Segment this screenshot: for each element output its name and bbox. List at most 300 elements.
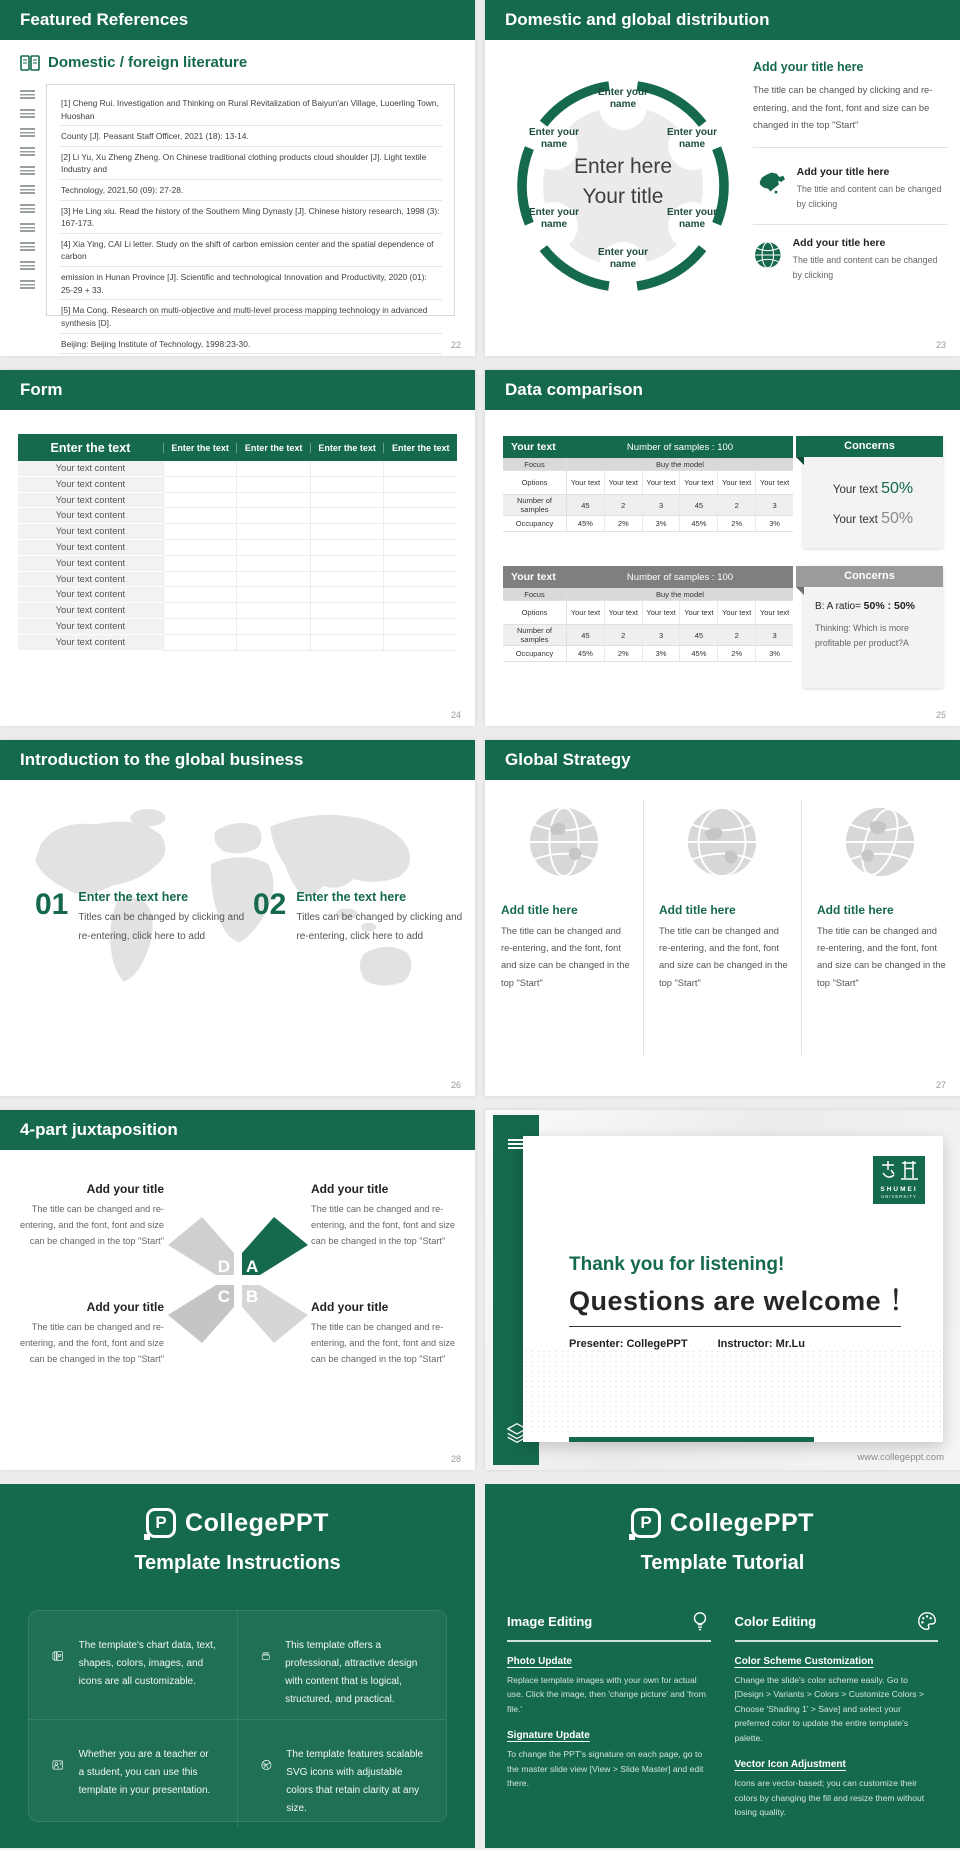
table-cell	[236, 477, 310, 493]
instruction-card	[238, 1611, 447, 1720]
questions-line: Questions are welcome ！	[569, 1286, 917, 1316]
table-cell	[236, 540, 310, 556]
table-row	[18, 635, 457, 651]
china-map-icon	[753, 166, 787, 198]
table-cell	[236, 524, 310, 540]
slide-24-form	[0, 370, 475, 726]
card-text: The template's chart data, text, shapes, colors, images, and icons are all customizable.	[78, 1640, 216, 1687]
panel-template-tutorial	[485, 1484, 960, 1848]
table-cell: 45	[581, 630, 590, 640]
slide-title-bar: Global Strategy	[485, 740, 960, 780]
table-cell: Your text content	[18, 556, 163, 572]
table-header-right: Number of samples : 100	[626, 571, 734, 583]
page-number: 22	[450, 340, 461, 350]
slide-title-bar: Introduction to the global business	[0, 740, 475, 780]
thank-you-card	[523, 1136, 943, 1442]
table-row	[18, 461, 457, 477]
table-cell: 3%	[642, 646, 680, 661]
panel-body: The title can be changed by clicking and re-entering, and the font, font and size can be changed in the top "Start"	[753, 85, 933, 131]
reference-line: [1] Cheng Rui. Investigation and Thinking on Rural Revitalization of Baiyun'an Village, Luoerling Town, Huoshan	[59, 93, 442, 126]
table-cell	[163, 603, 237, 619]
panel-item-globe	[753, 231, 947, 289]
diagram-node-label: Enter your name	[597, 247, 648, 271]
table-cell: 2	[717, 625, 755, 645]
comparison-table-1	[503, 436, 793, 532]
concern-label: Your text	[832, 514, 878, 527]
table-header-cell: Enter the text	[310, 443, 384, 453]
table-cell	[310, 635, 384, 651]
table-cell: Your text	[717, 471, 755, 494]
reference-list-box	[46, 84, 455, 349]
table-cell: 2	[717, 495, 755, 515]
list-marker-icon	[20, 90, 35, 99]
reference-line: [5] Ma Cong. Research on multi-objective and multi-level process mapping technology in advanced synthesis [D].	[59, 300, 442, 333]
sub-heading: Signature Update	[507, 1730, 590, 1742]
book-icon	[20, 55, 40, 71]
table-header-cell: Enter the text	[383, 443, 457, 453]
column-title: Color Editing	[734, 1613, 817, 1629]
diagram-node-label: Enter your name	[528, 127, 579, 151]
concern-value: 50%	[881, 480, 914, 497]
list-marker-icon	[20, 185, 35, 194]
table-cell: Your text	[679, 471, 717, 494]
row-label: Focus	[503, 458, 567, 470]
sub-body: Change the slide's color scheme easily. Go to [Design > Variants > Colors > Customize Colors > Choose 'Shading 1' > Save] and select your preferred color to update the entire template's palette.	[734, 1675, 924, 1743]
table-cell: Your text content	[18, 540, 163, 556]
diagram-node-label: Enter your name	[597, 87, 648, 111]
table-cell	[163, 524, 237, 540]
table-cell: Your text	[570, 608, 601, 617]
sub-heading: Photo Update	[507, 1656, 572, 1667]
table-row-occupancy	[503, 646, 793, 662]
block-heading: Add your title	[311, 1182, 389, 1196]
concerns-ribbon: Concerns	[796, 436, 943, 457]
diagram-center-line1: Enter here	[573, 155, 673, 178]
table-cell	[236, 635, 310, 651]
column-body: The title can be changed and re-entering, and the font, font and size can be changed in the top "Start"	[817, 926, 946, 988]
tutorial-column-image-editing	[507, 1610, 711, 1820]
table-cell	[310, 572, 384, 588]
column-heading: Add title here	[659, 903, 736, 917]
table-cell	[236, 461, 310, 477]
column-header	[507, 1610, 711, 1642]
green-accent-bar	[569, 1437, 814, 1442]
slide-thank-you	[485, 1110, 960, 1470]
concerns-box-2	[803, 566, 943, 688]
table-cell: Your text content	[18, 635, 163, 651]
reference-marker-icons	[20, 90, 35, 289]
table-cell	[163, 572, 237, 588]
text-block-bottom-left	[16, 1300, 164, 1367]
sub-body: Icons are vector-based; you can customize their colors by changing the fill and resize them without losing quality.	[734, 1778, 925, 1818]
reference-line: Beijing: Beijing Institute of Technology, 1998:23-30.	[59, 334, 442, 355]
table-cell: 2%	[717, 516, 755, 531]
table-row	[18, 524, 457, 540]
table-cell: 2	[604, 495, 642, 515]
table-cell: 45	[581, 500, 590, 510]
table-cell	[163, 635, 237, 651]
table-header-cell: Enter the text	[163, 443, 237, 453]
page-number: 26	[450, 1080, 461, 1090]
list-marker-icon	[20, 242, 35, 251]
panel-heading: Template Instructions	[134, 1552, 341, 1574]
table-row-focus	[503, 588, 793, 601]
panel-heading: Template Tutorial	[640, 1552, 805, 1574]
table-cell	[310, 477, 384, 493]
shumei-university-logo	[873, 1156, 925, 1204]
table-cell	[163, 556, 237, 572]
table-cell: 2%	[604, 516, 642, 531]
page-number: 24	[450, 710, 461, 720]
palette-icon	[916, 1610, 938, 1632]
table-cell: 3	[755, 625, 793, 645]
concern-label: Your text	[832, 484, 878, 496]
table-row	[18, 587, 457, 603]
block-body: The title can be changed and re-entering, and the font, font and size can be changed in the top "Start"	[311, 1322, 456, 1365]
concern-value: 50%	[881, 510, 914, 528]
brand-name: CollegePPT	[185, 1508, 329, 1537]
table-cell	[310, 493, 384, 509]
card-text: Whether you are a teacher or a student, you can use this template in your presentation.	[78, 1749, 211, 1796]
table-cell: 2%	[604, 646, 642, 661]
table-cell: Your text content	[18, 493, 163, 509]
dribbble-ball-icon	[260, 1746, 273, 1784]
ratio-label: B: A ratio=	[815, 601, 861, 612]
table-cell: Your text content	[18, 587, 163, 603]
briefcase-icon	[260, 1637, 272, 1675]
text-block-bottom-right	[311, 1300, 459, 1367]
item-number: 01	[35, 888, 69, 921]
underline-rule	[569, 1326, 901, 1327]
table-cell	[163, 508, 237, 524]
slide-22-featured-references	[0, 0, 475, 356]
collegeppt-logo-icon: P	[146, 1508, 176, 1538]
table-row-samples	[503, 495, 793, 516]
row-label: Number of samples	[503, 495, 567, 515]
item-body: Titles can be changed by clicking and re-entering, click here to add	[296, 912, 463, 942]
slide-title-bar: Featured References	[0, 0, 475, 40]
table-cell	[163, 493, 237, 509]
table-row	[18, 540, 457, 556]
section-heading	[20, 54, 247, 71]
table-header-left: Your text	[511, 571, 556, 583]
shumei-logo-glyph	[879, 1159, 919, 1181]
table-cell: Your text	[755, 601, 793, 624]
block-heading: Add your title	[311, 1300, 389, 1314]
table-cell	[383, 603, 457, 619]
row-value: Buy the model	[656, 459, 704, 469]
sub-body: To change the PPT's signature on each page, go to the master slide view [View > Slide Master] and edit there.	[507, 1749, 704, 1789]
column-divider	[801, 800, 802, 1055]
logo-name: SHUMEI	[880, 1186, 918, 1193]
slide-27-global-strategy	[485, 740, 960, 1096]
row-label: Options	[503, 471, 567, 494]
table-cell: 3%	[642, 516, 680, 531]
table-cell	[310, 556, 384, 572]
slides-icon	[51, 1637, 65, 1675]
list-marker-icon	[20, 128, 35, 137]
list-marker-icon	[20, 261, 35, 270]
column-title: Image Editing	[507, 1613, 593, 1629]
globe-icon	[753, 237, 783, 273]
diagram-node-label: Enter your name	[666, 207, 717, 231]
thinking-text: Thinking: Which is more profitable per product?A	[815, 623, 909, 648]
table-cell: Your text	[679, 601, 717, 624]
table-cell	[383, 524, 457, 540]
page-number: 27	[935, 1080, 946, 1090]
table-row-focus	[503, 458, 793, 471]
diagram-center-line2: Your title	[582, 185, 664, 209]
reference-line: [2] Li Yu, Xu Zheng Zheng. On Chinese traditional clothing products cloud shoulder [J]. Light textile Industry and	[59, 147, 442, 180]
table-cell: Your text	[717, 601, 755, 624]
list-marker-icon	[20, 147, 35, 156]
table-cell	[163, 619, 237, 635]
table-cell	[383, 477, 457, 493]
slide-title-bar: Data comparison	[485, 370, 960, 410]
slide-title-bar: 4-part juxtaposition	[0, 1110, 475, 1150]
instruction-cards	[28, 1610, 447, 1822]
table-cell	[383, 572, 457, 588]
column-divider	[643, 800, 644, 1055]
table-row	[18, 619, 457, 635]
list-marker-icon	[20, 109, 35, 118]
item-body: Titles can be changed by clicking and re-entering, click here to add	[78, 912, 245, 942]
collegeppt-logo-icon: P	[631, 1508, 661, 1538]
item-heading: Enter the text here	[296, 890, 407, 904]
diagram-center-text	[551, 152, 695, 213]
table-cell	[310, 603, 384, 619]
instructor-label: Instructor: Mr.Lu	[717, 1338, 805, 1350]
table-header-cell: Enter the text	[236, 443, 310, 453]
globe-graphic	[841, 803, 919, 881]
table-cell	[383, 635, 457, 651]
table-header-cell: Enter the text	[50, 440, 131, 455]
dotted-mesh-decoration	[523, 1349, 943, 1434]
thank-you-line: Thank you for listening!	[569, 1254, 785, 1275]
strategy-column-3	[811, 795, 949, 992]
table-cell	[236, 619, 310, 635]
column-body: The title can be changed and re-entering, and the font, font and size can be changed in the top "Start"	[659, 926, 788, 988]
list-marker-icon	[20, 166, 35, 175]
logo-subtitle: UNIVERSITY	[881, 1194, 917, 1200]
column-heading: Add title here	[817, 903, 894, 917]
table-header-row	[503, 566, 793, 588]
column-header	[735, 1610, 939, 1642]
slide-title-bar: Form	[0, 370, 475, 410]
numbered-item-01	[35, 890, 250, 946]
ribbon-letter: B	[246, 1287, 259, 1306]
panel-item-china	[753, 160, 947, 218]
card-text: This template offers a professional, attractive design with content that is logical, structured, and practical.	[285, 1640, 418, 1705]
table-cell	[310, 540, 384, 556]
row-label: Focus	[503, 588, 567, 600]
instruction-card	[29, 1611, 238, 1720]
page-number: 23	[935, 340, 946, 350]
concerns-box-1	[803, 436, 943, 548]
globe-graphic	[525, 803, 603, 881]
block-heading: Add your title	[86, 1300, 164, 1314]
row-label: Occupancy	[503, 646, 567, 661]
hamburger-menu-icon	[508, 1139, 524, 1149]
table-cell	[236, 587, 310, 603]
table-header-left: Your text	[511, 441, 556, 453]
table-cell: Your text content	[18, 572, 163, 588]
ratio-value: 50% : 50%	[863, 600, 916, 612]
list-marker-icon	[20, 204, 35, 213]
collegeppt-brand	[485, 1508, 960, 1538]
sub-heading: Vector Icon Adjustment	[734, 1759, 846, 1771]
table-cell: 45	[679, 495, 717, 515]
row-label: Occupancy	[503, 516, 567, 531]
x-ribbon-graphic	[158, 1205, 318, 1355]
table-cell: 3%	[755, 646, 793, 661]
table-cell: Your text	[642, 471, 680, 494]
table-cell	[163, 477, 237, 493]
table-cell	[310, 619, 384, 635]
table-cell: Your text content	[18, 603, 163, 619]
ribbon-letter: D	[217, 1257, 230, 1276]
slide-26-global-business	[0, 740, 475, 1096]
slide-title-bar: Domestic and global distribution	[485, 0, 960, 40]
table-cell	[383, 508, 457, 524]
item-number: 02	[253, 888, 287, 921]
table-cell	[163, 461, 237, 477]
strategy-column-1	[495, 795, 633, 992]
concerns-ribbon: Concerns	[796, 566, 943, 587]
block-heading: Add your title	[86, 1182, 164, 1196]
slide-25-data-comparison	[485, 370, 960, 726]
sub-heading: Color Scheme Customization	[734, 1656, 874, 1667]
table-row-options	[503, 471, 793, 495]
table-cell: Your text	[642, 601, 680, 624]
section-heading-label: Domestic / foreign literature	[48, 54, 248, 71]
reference-line: emission in Hunan Province [J]. Scientific and technological Innovation and Productivity, 2020 (01): 25-29 + 33.	[59, 267, 442, 300]
table-cell	[383, 619, 457, 635]
reference-line: [3] He Ling xiu. Read the history of the Southern Ming Dynasty [J]. Chinese history research, 1998 (3): 167-173.	[59, 201, 442, 234]
table-row	[18, 603, 457, 619]
comparison-table-2	[503, 566, 793, 662]
table-cell	[236, 572, 310, 588]
table-cell: 2%	[717, 646, 755, 661]
table-cell	[383, 556, 457, 572]
row-value: Buy the model	[656, 589, 704, 599]
table-row-samples	[503, 625, 793, 646]
list-marker-icon	[20, 280, 35, 289]
table-cell	[383, 540, 457, 556]
diagram-node-label: Enter your name	[528, 207, 579, 231]
reference-line	[59, 354, 442, 356]
lightbulb-icon	[689, 1610, 711, 1632]
table-cell: Your text	[570, 478, 601, 487]
column-heading: Add title here	[501, 903, 578, 917]
text-block-top-right	[311, 1182, 459, 1249]
table-cell	[383, 587, 457, 603]
diagram-node-label: Enter your name	[666, 127, 717, 151]
table-row	[18, 508, 457, 524]
table-cell: 3	[755, 495, 793, 515]
table-cell	[236, 508, 310, 524]
panel-template-instructions	[0, 1484, 475, 1848]
website-url[interactable]: www.collegeppt.com	[857, 1452, 944, 1463]
table-cell: Your text	[755, 471, 793, 494]
table-cell: Your text content	[18, 508, 163, 524]
card-text: The template features scalable SVG icons with adjustable colors that retain clarity at any size.	[286, 1749, 424, 1814]
table-header-right: Number of samples : 100	[626, 441, 734, 453]
form-table	[18, 434, 457, 651]
ribbon-letter: C	[217, 1287, 230, 1306]
table-cell: Your text	[604, 601, 642, 624]
teacher-id-icon	[51, 1746, 65, 1784]
item-heading: Enter the text here	[78, 890, 189, 904]
reference-line: Technology, 2021,50 (09): 27-28.	[59, 180, 442, 201]
table-cell	[163, 587, 237, 603]
panel-item-title: Add your title here	[792, 236, 886, 249]
reference-line: [4] Xia Ying, CAI Li letter. Study on the shift of carbon emission center and the spatial dependence of carbon	[59, 234, 442, 267]
table-header-row	[503, 436, 793, 458]
table-cell: 45%	[679, 516, 717, 531]
column-body: The title can be changed and re-entering, and the font, font and size can be changed in the top "Start"	[501, 926, 630, 988]
table-cell	[383, 493, 457, 509]
numbered-item-02	[253, 890, 468, 946]
panel-item-body: The title and content can be changed by clicking	[796, 183, 942, 209]
slide-23-domestic-global-distribution	[485, 0, 960, 356]
table-cell	[310, 524, 384, 540]
table-cell	[236, 493, 310, 509]
table-row-occupancy	[503, 516, 793, 532]
brand-name: CollegePPT	[670, 1508, 814, 1537]
circular-diagram	[493, 46, 753, 318]
strategy-column-2	[653, 795, 791, 992]
block-body: The title can be changed and re-entering, and the font, font and size can be changed in the top "Start"	[19, 1322, 164, 1365]
panel-item-body: The title and content can be changed by clicking	[792, 254, 938, 280]
table-cell: Your text content	[18, 477, 163, 493]
table-cell	[383, 461, 457, 477]
table-cell: 2	[604, 625, 642, 645]
list-marker-icon	[20, 223, 35, 232]
tutorial-column-color-editing	[735, 1610, 939, 1820]
row-label: Number of samples	[503, 625, 567, 645]
table-row	[18, 572, 457, 588]
panel-heading: Add your title here	[753, 60, 864, 74]
collegeppt-brand	[0, 1508, 475, 1538]
table-cell: Your text content	[18, 461, 163, 477]
row-label: Options	[503, 601, 567, 624]
table-cell	[236, 603, 310, 619]
divider	[753, 224, 947, 225]
table-row	[18, 477, 457, 493]
page-number: 28	[450, 1454, 461, 1464]
table-cell: 45%	[577, 519, 593, 528]
sub-body: Replace template images with your own for actual use. Click the image, then 'change picture' and 'from file.'	[507, 1675, 706, 1714]
block-body: The title can be changed and re-entering, and the font, font and size can be changed in the top "Start"	[19, 1204, 164, 1247]
table-cell: 45%	[577, 649, 593, 658]
globe-graphic	[683, 803, 761, 881]
reference-line: County [J]. Peasant Staff Officer, 2021 (18): 13-14.	[59, 126, 442, 147]
table-row-options	[503, 601, 793, 625]
presenter-label: Presenter: CollegePPT	[569, 1338, 688, 1350]
table-row	[18, 556, 457, 572]
ribbon-letter: A	[246, 1257, 259, 1276]
instruction-card	[29, 1720, 238, 1828]
table-header-row	[18, 434, 457, 461]
table-cell	[310, 508, 384, 524]
table-cell	[236, 556, 310, 572]
table-cell	[163, 540, 237, 556]
divider	[753, 147, 947, 148]
right-panel	[753, 60, 947, 289]
tutorial-columns	[507, 1610, 938, 1820]
block-body: The title can be changed and re-entering, and the font, font and size can be changed in the top "Start"	[311, 1204, 456, 1247]
